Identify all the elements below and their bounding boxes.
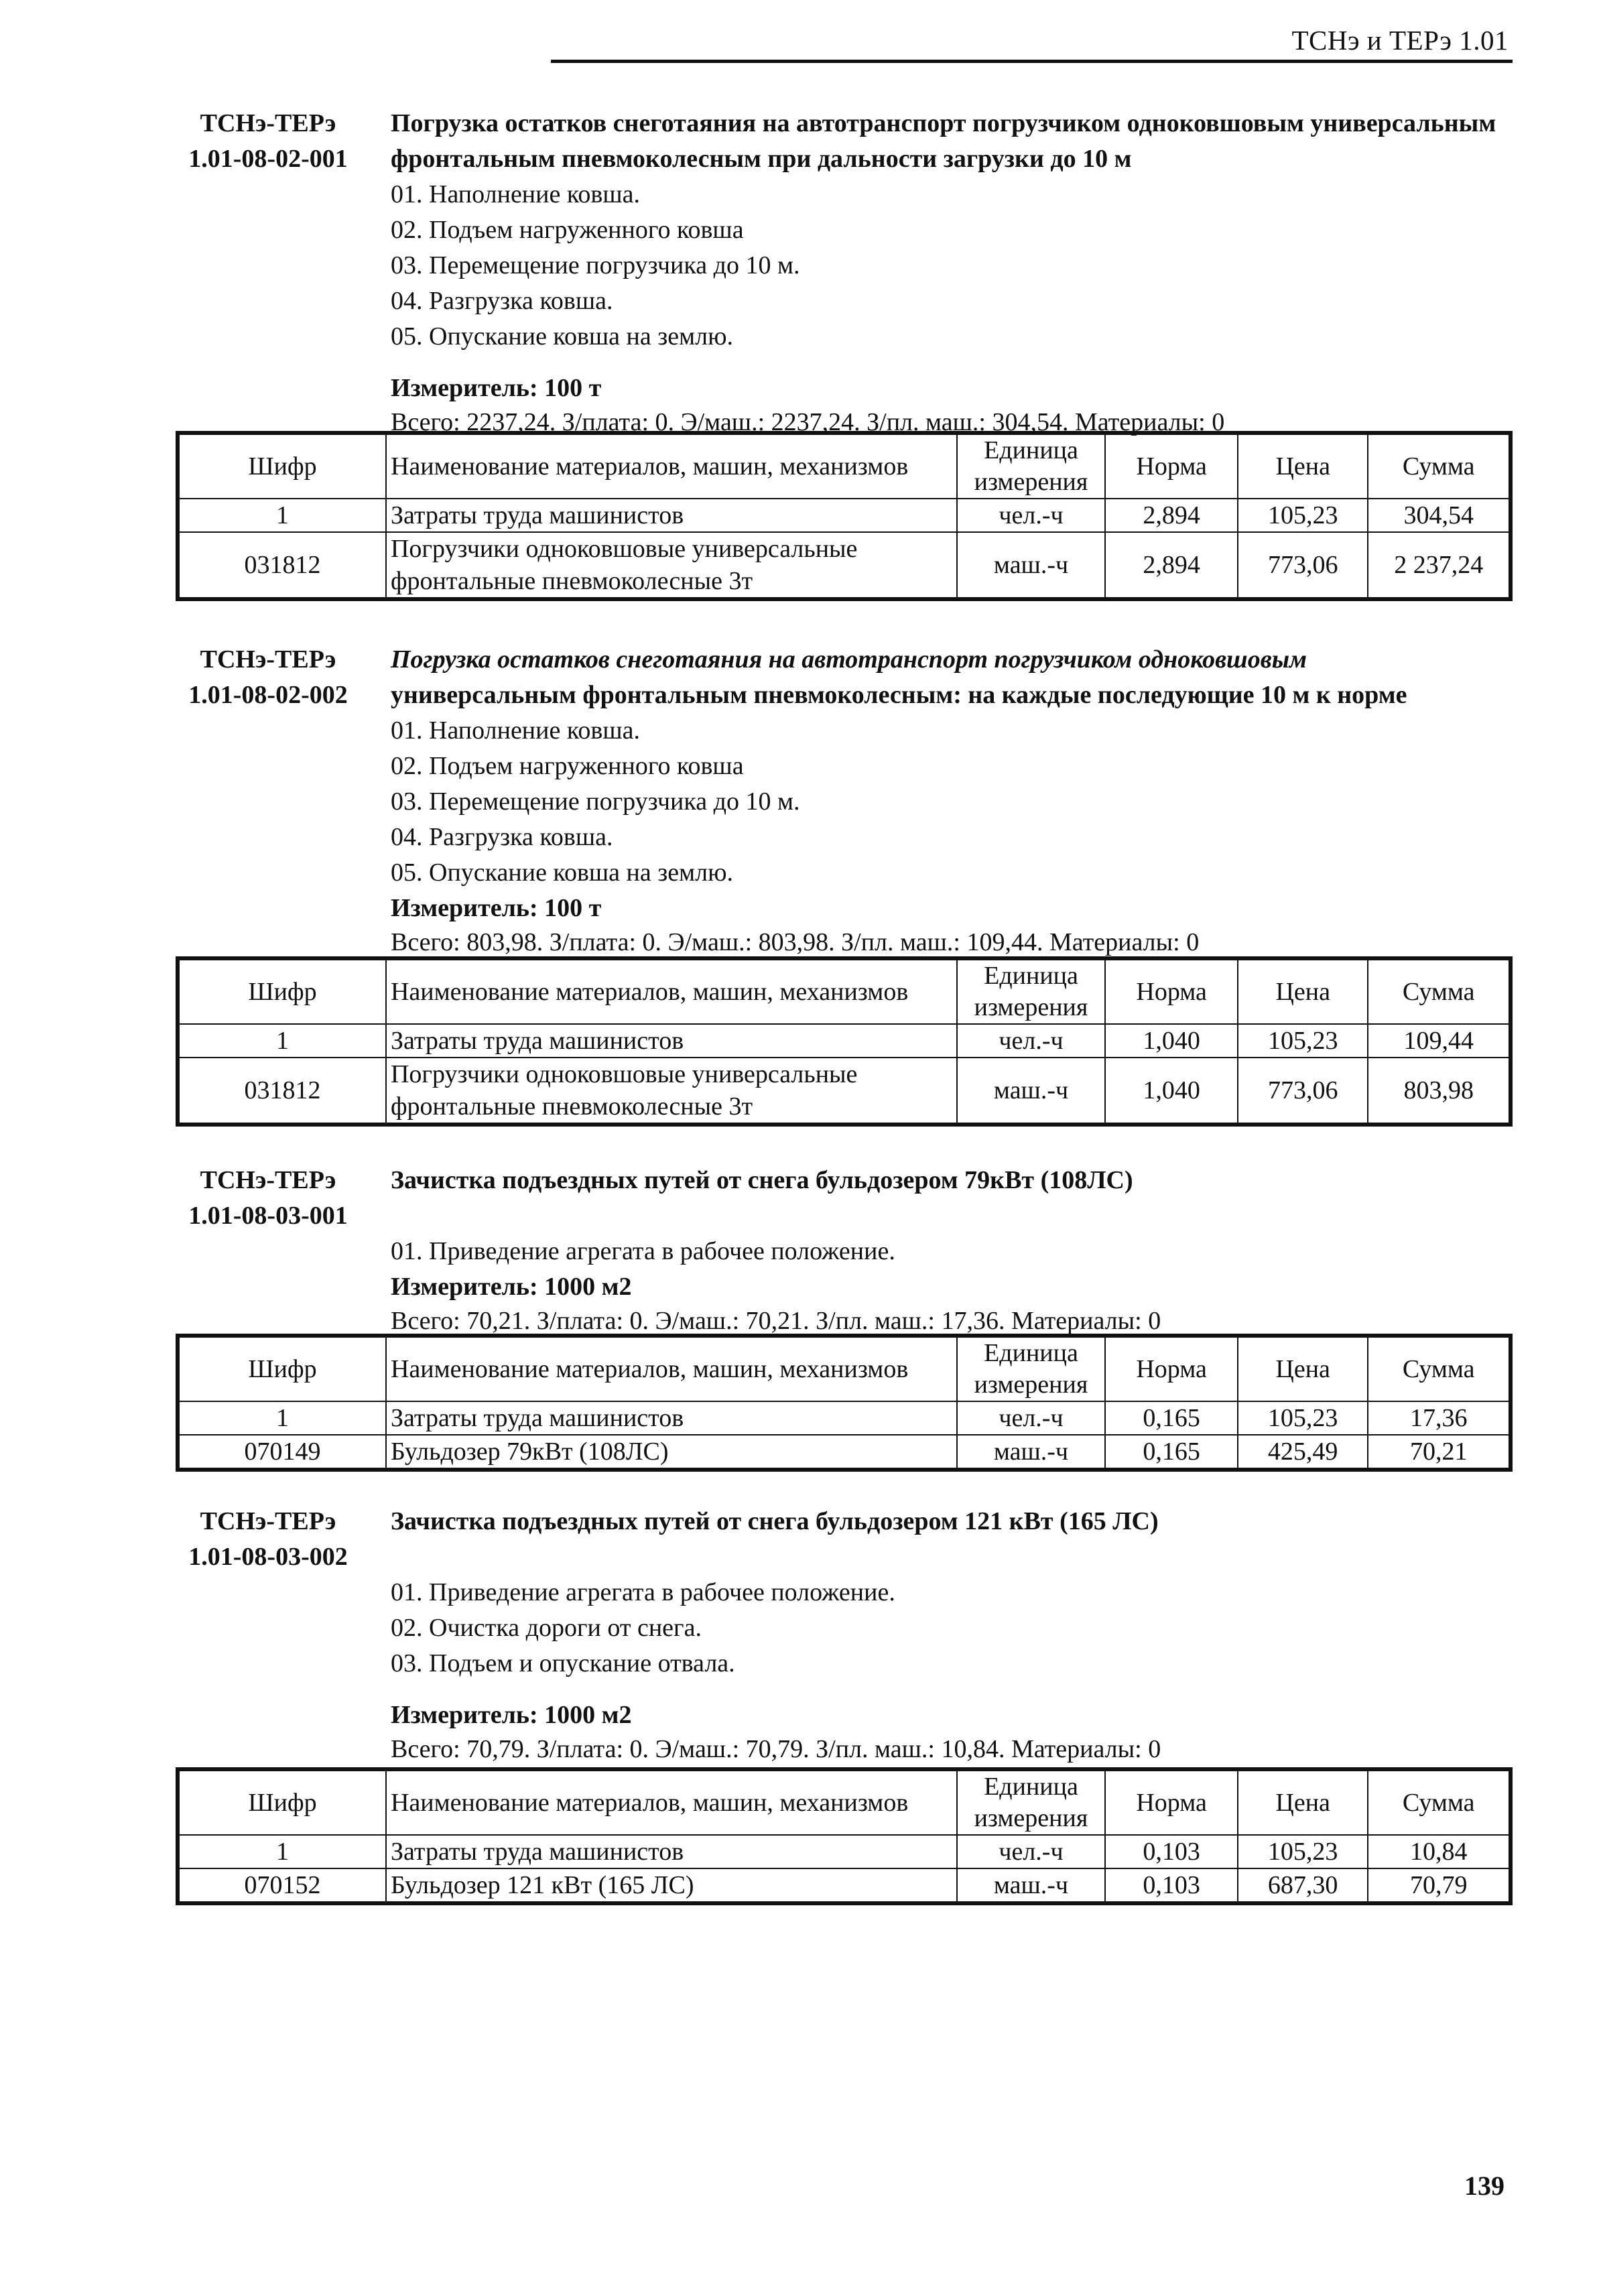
cell-price: 773,06 [1238,532,1368,599]
section-code [161,1163,375,1234]
table-header-row [178,1336,1511,1401]
measure-unit: Измеритель: 1000 м2 [391,1701,632,1729]
cell-norm: 0,165 [1105,1401,1238,1435]
resource-table [176,431,1513,601]
col-sum: Сумма [1368,958,1511,1024]
table-row [178,1835,1511,1868]
section-content [391,1163,1517,1337]
cell-sum: 803,98 [1368,1058,1511,1125]
table-header-row [178,958,1511,1024]
step-item: 01. Наполнение ковша. [391,716,640,745]
col-name: Наименование материалов, машин, механизмов [386,1769,957,1835]
col-code: Шифр [178,433,386,499]
cell-code: 070152 [178,1868,386,1903]
cell-sum: 109,44 [1368,1024,1511,1058]
steps-list [391,177,1517,355]
step-item: 03. Перемещение погрузчика до 10 м. [391,251,800,279]
resource-table [176,1767,1513,1905]
cell-price: 105,23 [1238,1401,1368,1435]
cell-unit: чел.-ч [957,1024,1106,1058]
cell-price: 105,23 [1238,499,1368,532]
code-line-1: ТСНэ-ТЕРэ [200,1166,336,1194]
col-name: Наименование материалов, машин, механизмов [386,1336,957,1401]
cell-name: Бульдозер 79кВт (108ЛС) [386,1435,957,1470]
cost-summary: Всего: 803,98. З/плата: 0. Э/маш.: 803,98. З/пл. маш.: 109,44. Материалы: 0 [391,928,1200,956]
cell-unit: чел.-ч [957,1401,1106,1435]
step-item: 03. Подъем и опускание отвала. [391,1649,735,1677]
code-line-2: 1.01-08-02-001 [188,145,348,173]
cell-sum: 304,54 [1368,499,1511,532]
col-sum: Сумма [1368,1336,1511,1401]
col-code: Шифр [178,1336,386,1401]
cell-code: 031812 [178,1058,386,1125]
table-header-row [178,433,1511,499]
cell-price: 773,06 [1238,1058,1368,1125]
col-norm: Норма [1105,1769,1238,1835]
step-item: 04. Разгрузка ковша. [391,823,613,851]
table-row [178,532,1511,599]
cell-name: Затраты труда машинистов [386,1835,957,1868]
cell-norm: 0,165 [1105,1435,1238,1470]
col-unit: Единица измерения [957,433,1106,499]
cost-summary: Всего: 70,79. З/плата: 0. Э/маш.: 70,79. З/пл. маш.: 10,84. Материалы: 0 [391,1735,1161,1763]
col-sum: Сумма [1368,433,1511,499]
col-price: Цена [1238,958,1368,1024]
cell-sum: 70,21 [1368,1435,1511,1470]
cell-norm: 1,040 [1105,1024,1238,1058]
col-name: Наименование материалов, машин, механизмов [386,958,957,1024]
cell-name: Затраты труда машинистов [386,499,957,532]
cell-unit: маш.-ч [957,1868,1106,1903]
table-row [178,1058,1511,1125]
step-item: 02. Подъем нагруженного ковша [391,216,744,244]
section-content [391,1504,1517,1765]
table-row [178,499,1511,532]
step-item: 01. Наполнение ковша. [391,180,640,208]
step-item: 04. Разгрузка ковша. [391,287,613,315]
measure-unit: Измеритель: 1000 м2 [391,1273,632,1301]
step-item: 05. Опускание ковша на землю. [391,858,734,887]
section-title: Зачистка подъездных путей от снега бульдозером 121 кВт (165 ЛС) [391,1507,1159,1535]
cell-name: Погрузчики одноковшовые универсальные фронтальные пневмоколесные 3т [386,1058,957,1125]
table-header-row [178,1769,1511,1835]
col-unit: Единица измерения [957,1769,1106,1835]
header-rule [551,60,1513,63]
page-number: 139 [1464,2171,1504,2201]
cell-price: 425,49 [1238,1435,1368,1470]
cell-code: 031812 [178,532,386,599]
cell-name: Затраты труда машинистов [386,1401,957,1435]
cell-code: 1 [178,1024,386,1058]
cell-price: 105,23 [1238,1024,1368,1058]
steps-list [391,1234,1517,1269]
col-unit: Единица измерения [957,1336,1106,1401]
cell-code: 070149 [178,1435,386,1470]
cell-code: 1 [178,1401,386,1435]
section-code [161,106,375,177]
cost-summary: Всего: 2237,24. З/плата: 0. Э/маш.: 2237,24. З/пл. маш.: 304,54. Материалы: 0 [391,408,1225,436]
cell-sum: 70,79 [1368,1868,1511,1903]
steps-list [391,713,1517,891]
cell-code: 1 [178,1835,386,1868]
cell-sum: 10,84 [1368,1835,1511,1868]
resource-table [176,1334,1513,1472]
measure-unit: Измеритель: 100 т [391,894,602,922]
col-norm: Норма [1105,1336,1238,1401]
col-price: Цена [1238,1769,1368,1835]
col-price: Цена [1238,433,1368,499]
table-row [178,1868,1511,1903]
cell-unit: чел.-ч [957,1835,1106,1868]
cell-unit: маш.-ч [957,1058,1106,1125]
cell-sum: 2 237,24 [1368,532,1511,599]
section-title-line-1: Погрузка остатков снеготаяния на автотранспорт погрузчиком одноковшовым [391,645,1307,674]
cell-unit: чел.-ч [957,499,1106,532]
section-title: Погрузка остатков снеготаяния на автотранспорт погрузчиком одноковшовым универсальным фронтальным пневмоколесным при дальности загрузки до 10 м [391,109,1496,173]
section-title: Зачистка подъездных путей от снега бульдозером 79кВт (108ЛС) [391,1166,1133,1194]
cell-name: Бульдозер 121 кВт (165 ЛС) [386,1868,957,1903]
section-title-line-2: универсальным фронтальным пневмоколесным: на каждые последующие 10 м к норме [391,681,1407,709]
cell-unit: маш.-ч [957,1435,1106,1470]
cell-code: 1 [178,499,386,532]
resource-table [176,956,1513,1127]
step-item: 05. Опускание ковша на землю. [391,322,734,350]
section-code [161,642,375,713]
step-item: 01. Приведение агрегата в рабочее положение. [391,1237,895,1265]
col-unit: Единица измерения [957,958,1106,1024]
cell-norm: 1,040 [1105,1058,1238,1125]
running-header: ТСНэ и ТЕРэ 1.01 [1291,25,1509,56]
cell-name: Погрузчики одноковшовые универсальные фронтальные пневмоколесные 3т [386,532,957,599]
code-line-2: 1.01-08-02-002 [188,681,348,709]
cell-unit: маш.-ч [957,532,1106,599]
cell-price: 105,23 [1238,1835,1368,1868]
cell-price: 687,30 [1238,1868,1368,1903]
col-code: Шифр [178,1769,386,1835]
col-name: Наименование материалов, машин, механизмов [386,433,957,499]
code-line-1: ТСНэ-ТЕРэ [200,645,336,674]
table-row [178,1024,1511,1058]
table-row [178,1435,1511,1470]
step-item: 01. Приведение агрегата в рабочее положение. [391,1578,895,1606]
col-sum: Сумма [1368,1769,1511,1835]
col-code: Шифр [178,958,386,1024]
section-content [391,642,1517,958]
code-line-2: 1.01-08-03-002 [188,1543,348,1571]
cell-name: Затраты труда машинистов [386,1024,957,1058]
col-price: Цена [1238,1336,1368,1401]
cell-norm: 0,103 [1105,1835,1238,1868]
col-norm: Норма [1105,958,1238,1024]
step-item: 02. Очистка дороги от снега. [391,1614,702,1642]
section-content [391,106,1517,438]
step-item: 03. Перемещение погрузчика до 10 м. [391,787,800,816]
cell-norm: 2,894 [1105,499,1238,532]
step-item: 02. Подъем нагруженного ковша [391,752,744,780]
table-row [178,1401,1511,1435]
col-norm: Норма [1105,433,1238,499]
steps-list [391,1575,1517,1681]
code-line-1: ТСНэ-ТЕРэ [200,1507,336,1535]
cell-norm: 2,894 [1105,532,1238,599]
code-line-1: ТСНэ-ТЕРэ [200,109,336,137]
cell-norm: 0,103 [1105,1868,1238,1903]
code-line-2: 1.01-08-03-001 [188,1202,348,1230]
measure-unit: Измеритель: 100 т [391,374,602,402]
cell-sum: 17,36 [1368,1401,1511,1435]
cost-summary: Всего: 70,21. З/плата: 0. Э/маш.: 70,21. З/пл. маш.: 17,36. Материалы: 0 [391,1307,1161,1335]
section-code [161,1504,375,1575]
